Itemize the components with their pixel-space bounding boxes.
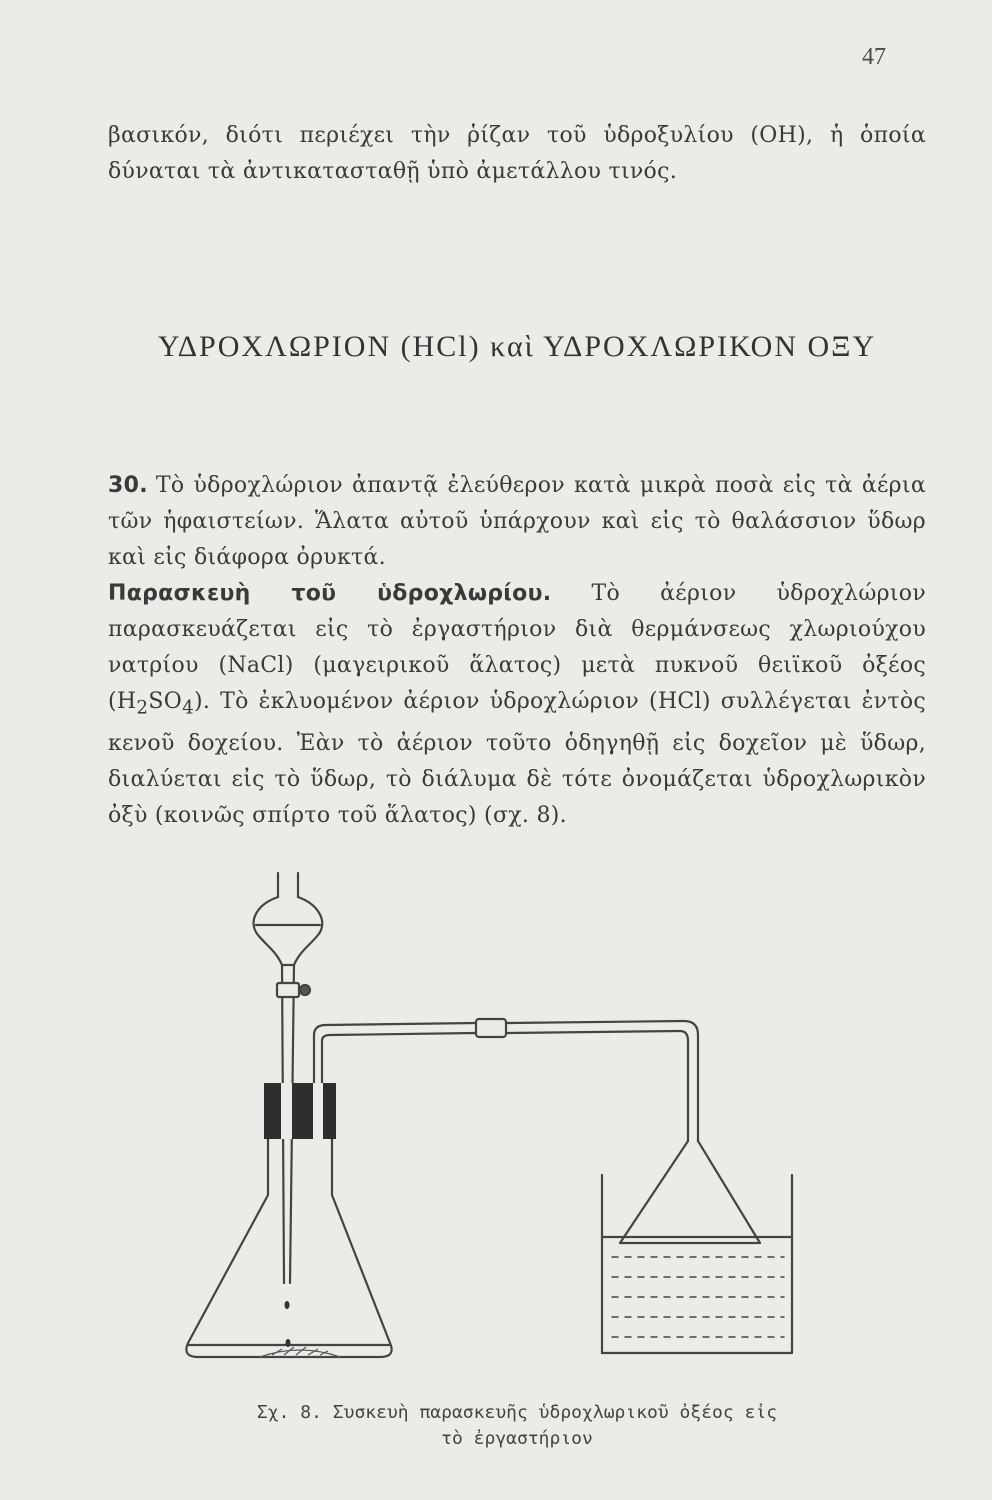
section-30 <box>108 468 926 834</box>
apparatus-figure <box>160 865 840 1395</box>
preparation-text-part1: Τὸ ἀέριον ὑδροχλώριον παρασκευάζεται εἰς τὸ ἐργαστήριον διὰ θερμάνσεως χλωριούχου νατρίου (NaCl) (μαγειρικοῦ ἅλατος) μετὰ πυκνοῦ θειϊκοῦ ὀξέος (H <box>108 581 926 714</box>
caption-line-2: τὸ ἐργαστήριον <box>441 1428 593 1449</box>
section-heading: ΥΔΡΟΧΛΩΡΙΟΝ (HCl) καὶ ΥΔΡΟΧΛΩΡΙΚΟΝ ΟΞΥ <box>157 330 877 363</box>
acid-drops <box>285 1301 291 1347</box>
intro-text: βασικόν, διότι περιέχει τὴν ῥίζαν τοῦ ὑδροξυλίου (ΟΗ), ἡ ὁποία δύναται τὰ ἀντικατασταθῇ ὑπὸ ἀμετάλλου τινός. <box>108 123 926 184</box>
rubber-stopper <box>264 1083 336 1139</box>
stopcock <box>277 983 299 997</box>
preparation-text-part3: ). Τὸ ἐκλυομένον ἀέριον ὑδροχλώριον (HCl) συλλέγεται ἐντὸς κενοῦ δοχείου. Ἐὰν τὸ ἀέριον τοῦτο ὁδηγηθῇ εἰς δοχεῖον μὲ ὕδωρ, διαλύεται εἰς τὸ ὕδωρ, τὸ διάλυμα δὲ τότε ὀνομάζεται ὑδροχλωρικὸν ὀξὺ (κοινῶς σπίρτο τοῦ ἅλατος) (σχ. 8). <box>108 689 926 829</box>
figure-caption <box>108 1400 926 1452</box>
delivery-tube <box>506 1021 698 1141</box>
intro-paragraph <box>108 118 926 190</box>
paragraph-occurrence-text: Τὸ ὑδροχλώριον ἀπαντᾷ ἐλεύθερον κατὰ μικρὰ ποσὰ εἰς τὰ ἀέρια τῶν ἡφαιστείων. Ἅλατα αὐτοῦ ὑπάρχουν καὶ εἰς τὸ θαλάσσιον ὕδωρ καὶ εἰς διάφορα ὀρυκτά. <box>108 473 926 570</box>
section-number: 30. <box>108 473 148 498</box>
beaker <box>602 1175 792 1353</box>
outlet-tube <box>314 1023 476 1085</box>
subscript-2: 2 <box>136 697 149 719</box>
page-number: 47 <box>862 44 886 70</box>
caption-line-1: Σχ. 8. Συσκευὴ παρασκευῆς ὑδροχλωρικοῦ ὀξέος εἰς <box>256 1402 778 1423</box>
stopcock-knob <box>300 985 310 995</box>
flask <box>186 1135 391 1357</box>
subscript-4: 4 <box>182 697 195 719</box>
preparation-subheading: Παρασκευὴ τοῦ ὑδροχλωρίου. <box>108 581 552 606</box>
inverted-funnel <box>620 1141 760 1243</box>
paragraph-preparation <box>108 576 926 834</box>
preparation-text-part2: SO <box>148 689 183 714</box>
apparatus-drawing <box>160 865 840 1395</box>
funnel-bulb <box>254 897 323 965</box>
salt-pile <box>260 1347 340 1357</box>
rubber-connector <box>476 1019 506 1037</box>
funnel-top-stem <box>278 873 298 897</box>
paragraph-occurrence <box>108 468 926 576</box>
